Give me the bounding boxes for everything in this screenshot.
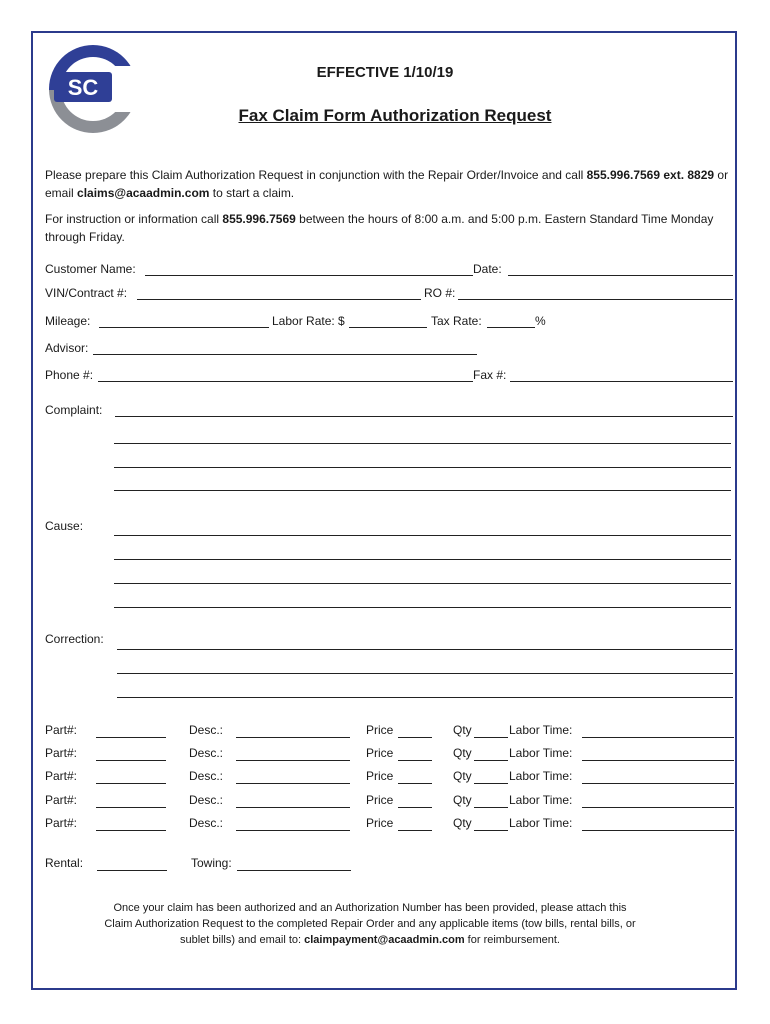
price-field[interactable]: [398, 830, 432, 831]
part-field[interactable]: [96, 830, 166, 831]
qty-label: Qty: [453, 723, 472, 737]
part-field[interactable]: [96, 783, 166, 784]
price-field[interactable]: [398, 807, 432, 808]
vin-field[interactable]: [137, 299, 421, 300]
labor-time-label: Labor Time:: [509, 793, 573, 807]
date-field[interactable]: [508, 275, 733, 276]
footer-instructions: Once your claim has been authorized and an Authorization Number has been provided, please attach this Claim Authorization Request to the completed Repair Order and any applicable items (tow bills, rental bills, or sublet bills) and email to: claimpayment@acaadmin.com for reimbursement.: [104, 902, 636, 946]
claim-payment-email: claimpayment@acaadmin.com: [304, 934, 465, 946]
labor-time-field[interactable]: [582, 830, 734, 831]
cause-line[interactable]: [114, 607, 731, 608]
desc-field[interactable]: [236, 807, 350, 808]
price-label: Price: [366, 723, 394, 737]
qty-label: Qty: [453, 769, 472, 783]
qty-field[interactable]: [474, 737, 508, 738]
qty-field[interactable]: [474, 830, 508, 831]
phone-field[interactable]: [98, 381, 473, 382]
effective-date: EFFECTIVE 1/10/19: [316, 64, 454, 81]
labor-time-label: Labor Time:: [509, 769, 573, 783]
labor-time-label: Labor Time:: [509, 723, 573, 737]
price-label: Price: [366, 769, 394, 783]
part-label: Part#:: [45, 746, 78, 760]
desc-field[interactable]: [236, 783, 350, 784]
correction-line[interactable]: [117, 649, 733, 650]
customer-name-field[interactable]: [145, 275, 473, 276]
price-label: Price: [366, 793, 394, 807]
rental-label: Rental:: [45, 856, 84, 870]
towing-field[interactable]: [237, 870, 351, 871]
labor-time-field[interactable]: [582, 807, 734, 808]
cause-line[interactable]: [114, 583, 731, 584]
tax-rate-field[interactable]: [487, 327, 535, 328]
vin-label: VIN/Contract #:: [45, 286, 128, 300]
desc-field[interactable]: [236, 830, 350, 831]
rental-field[interactable]: [97, 870, 167, 871]
percent-sign: %: [535, 314, 546, 328]
labor-time-field[interactable]: [582, 760, 734, 761]
price-field[interactable]: [398, 760, 432, 761]
claims-email: claims@acaadmin.com: [77, 186, 210, 200]
part-label: Part#:: [45, 816, 78, 830]
correction-line[interactable]: [117, 673, 733, 674]
labor-time-field[interactable]: [582, 783, 734, 784]
complaint-line[interactable]: [114, 490, 731, 491]
intro-paragraph-2: For instruction or information call 855.996.7569 between the hours of 8:00 a.m. and 5:00 p.m. Eastern Standard Time Monday through Friday.: [45, 212, 714, 244]
towing-label: Towing:: [191, 856, 232, 870]
cause-label: Cause:: [45, 519, 84, 533]
part-label: Part#:: [45, 793, 78, 807]
complaint-line[interactable]: [114, 467, 731, 468]
qty-field[interactable]: [474, 760, 508, 761]
price-field[interactable]: [398, 783, 432, 784]
correction-label: Correction:: [45, 632, 104, 646]
desc-label: Desc.:: [189, 816, 224, 830]
desc-label: Desc.:: [189, 746, 224, 760]
ro-field[interactable]: [458, 299, 733, 300]
intro-paragraph-1: Please prepare this Claim Authorization Request in conjunction with the Repair Order/Invoice and call 855.996.7569 ext. 8829 or email claims@acaadmin.com to start a claim.: [45, 168, 729, 200]
labor-rate-label: Labor Rate: $: [272, 314, 345, 328]
complaint-label: Complaint:: [45, 403, 103, 417]
price-label: Price: [366, 746, 394, 760]
qty-field[interactable]: [474, 807, 508, 808]
ro-label: RO #:: [424, 286, 456, 300]
labor-time-label: Labor Time:: [509, 816, 573, 830]
advisor-label: Advisor:: [45, 341, 89, 355]
fax-label: Fax #:: [473, 368, 507, 382]
desc-field[interactable]: [236, 760, 350, 761]
claims-phone: 855.996.7569 ext. 8829: [586, 168, 715, 182]
desc-label: Desc.:: [189, 769, 224, 783]
fax-field[interactable]: [510, 381, 733, 382]
date-label: Date:: [473, 262, 502, 276]
qty-field[interactable]: [474, 783, 508, 784]
info-phone: 855.996.7569: [222, 212, 296, 226]
phone-label: Phone #:: [45, 368, 94, 382]
desc-label: Desc.:: [189, 723, 224, 737]
customer-name-label: Customer Name:: [45, 262, 136, 276]
qty-label: Qty: [453, 793, 472, 807]
complaint-line[interactable]: [114, 443, 731, 444]
qty-label: Qty: [453, 816, 472, 830]
desc-label: Desc.:: [189, 793, 224, 807]
mileage-field[interactable]: [99, 327, 269, 328]
cause-line[interactable]: [114, 535, 731, 536]
correction-line[interactable]: [117, 697, 733, 698]
desc-field[interactable]: [236, 737, 350, 738]
labor-time-label: Labor Time:: [509, 746, 573, 760]
part-label: Part#:: [45, 723, 78, 737]
labor-time-field[interactable]: [582, 737, 734, 738]
part-label: Part#:: [45, 769, 78, 783]
part-field[interactable]: [96, 737, 166, 738]
qty-label: Qty: [453, 746, 472, 760]
price-field[interactable]: [398, 737, 432, 738]
price-label: Price: [366, 816, 394, 830]
advisor-field[interactable]: [93, 354, 477, 355]
cause-line[interactable]: [114, 559, 731, 560]
part-field[interactable]: [96, 760, 166, 761]
part-field[interactable]: [96, 807, 166, 808]
logo-text: SC: [67, 75, 99, 100]
complaint-line[interactable]: [115, 416, 733, 417]
labor-rate-field[interactable]: [349, 327, 427, 328]
form-title: Fax Claim Form Authorization Request: [238, 106, 552, 125]
mileage-label: Mileage:: [45, 314, 91, 328]
tax-rate-label: Tax Rate:: [431, 314, 482, 328]
